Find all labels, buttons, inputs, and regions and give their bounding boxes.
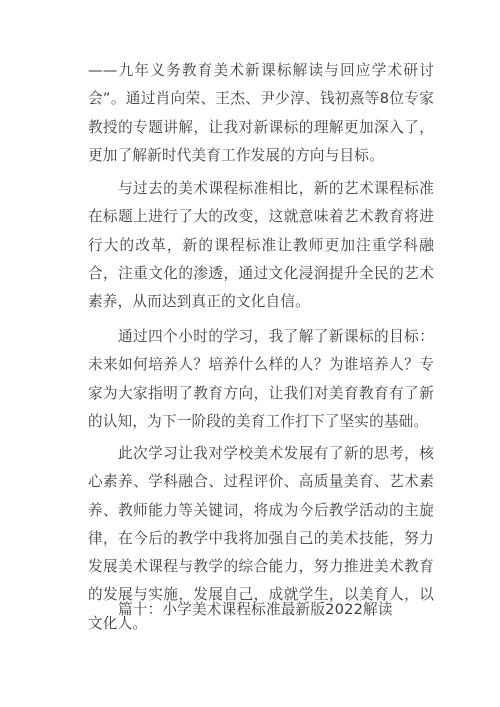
- paragraph-learning-goals: 通过四个小时的学习，我了解了新课标的目标：未来如何培养人？培养什么样的人？为谁培养人？专家为大家指明了教育方向，让我们对美育教育有了新的认知，为下一阶段的美育工作打下了坚实的基础。: [88, 328, 434, 430]
- paragraph-reflection: 此次学习让我对学校美术发展有了新的思考，核心素养、学科融合、过程评价、高质量美育、艺术素养、教师能力等关键词，将成为今后教学活动的主旋律，在今后的教学中我将加强自己的美术技能，努力发展美术课程与教学的综合能力，努力推进美术教育的发展与实施，发展自己，成就学生，以美育人，以文化人。: [88, 445, 434, 632]
- paragraph-seminar-summary: ——九年义务教育美术新课标解读与回应学术研讨会”。通过肖向荣、王杰、尹少淳、钱初熹等8位专家教授的专题讲解，让我对新课标的理解更加深入了，更加了解新时代美育工作发展的方向与目标。: [88, 62, 434, 164]
- paragraph-curriculum-change: 与过去的美术课程标准相比，新的艺术课程标准在标题上进行了大的改变，这就意味着艺术教育将进行大的改革，新的课程标准让教师更加注重学科融合，注重文化的渗透，通过文化浸润提升全民的艺术素养，从而达到真正的文化自信。: [88, 180, 434, 311]
- section-heading: 篇十：小学美术课程标准最新版2022解读: [118, 601, 393, 618]
